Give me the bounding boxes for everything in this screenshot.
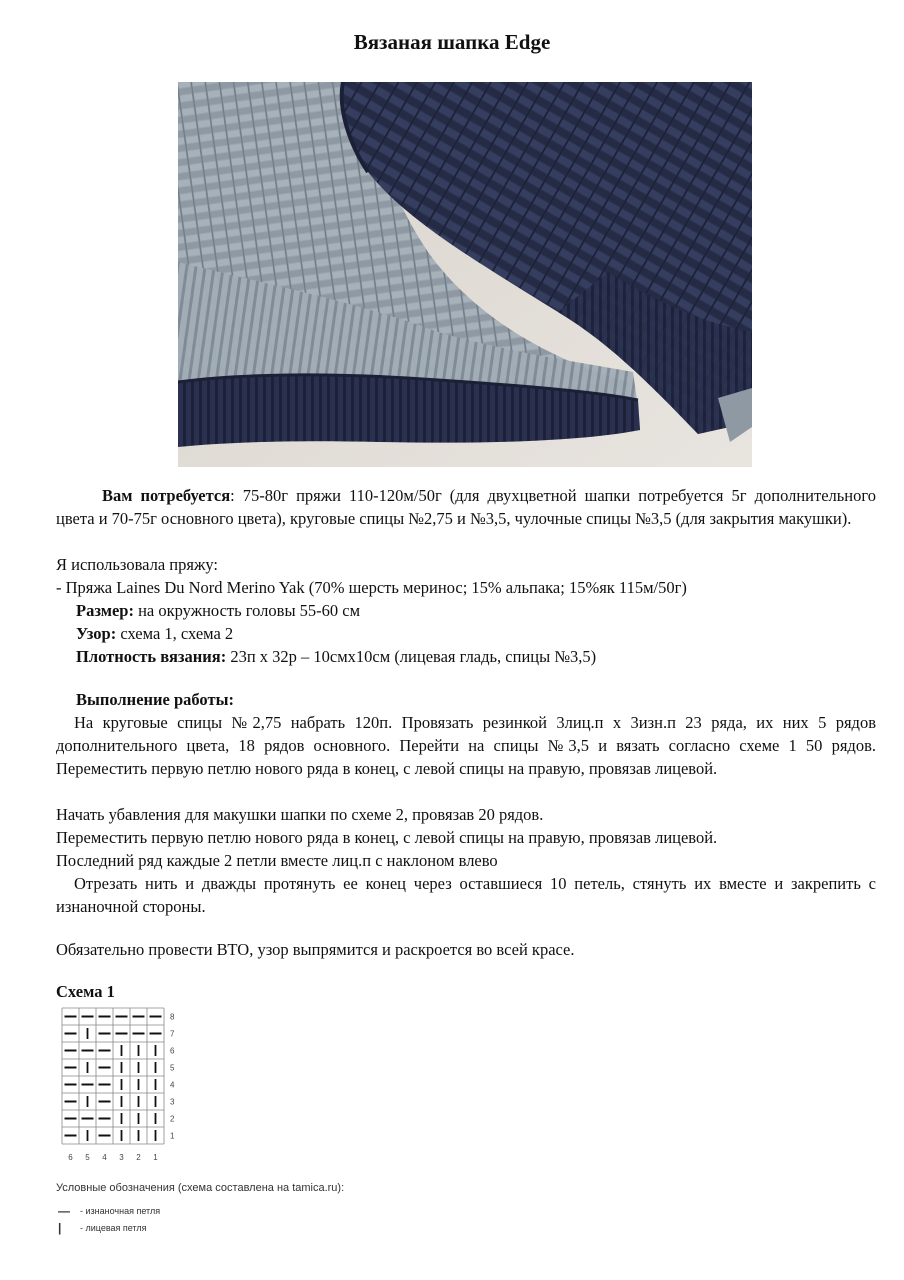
gauge-line bbox=[56, 645, 896, 668]
column-number-label: 3 bbox=[119, 1153, 124, 1162]
row-number-label: 4 bbox=[170, 1080, 175, 1090]
work-heading bbox=[56, 688, 896, 711]
knitted-hats-photo bbox=[178, 82, 752, 467]
wto-note: Обязательно провести ВТО, узор выпрямится и раскроется во всей красе. bbox=[56, 940, 575, 959]
work-paragraph-4: Последний ряд каждые 2 петли вместе лиц.п с наклоном влево bbox=[56, 851, 498, 870]
legend-item-purl bbox=[56, 1204, 160, 1218]
legend-item-knit bbox=[56, 1221, 147, 1235]
materials-label: Вам потребуется bbox=[102, 486, 231, 505]
row-number-label: 8 bbox=[170, 1012, 175, 1022]
work-paragraph-3: Переместить первую петлю нового ряда в конец, с левой спицы на правую, провязав лицевой. bbox=[56, 828, 718, 847]
gauge-value: 23п х 32р – 10смх10см (лицевая гладь, спицы №3,5) bbox=[226, 647, 597, 666]
column-number-label: 2 bbox=[136, 1153, 141, 1162]
column-number-label: 1 bbox=[153, 1153, 158, 1162]
legend-title: Условные обозначения (схема составлена на tamica.ru): bbox=[56, 1182, 345, 1194]
row-number-label: 6 bbox=[170, 1046, 175, 1056]
pattern-value: схема 1, схема 2 bbox=[116, 624, 234, 643]
row-number-label: 7 bbox=[170, 1029, 175, 1039]
row-number-label: 1 bbox=[170, 1131, 175, 1141]
column-number-label: 5 bbox=[85, 1153, 90, 1162]
work-paragraph-2: Начать убавления для макушки шапки по схеме 2, провязав 20 рядов. bbox=[56, 805, 544, 824]
page-title: Вязаная шапка Edge bbox=[353, 30, 551, 54]
pattern-label: Узор: bbox=[76, 624, 117, 643]
work-paragraph-1: На круговые спицы №2,75 набрать 120п. Провязать резинкой 3лиц.п х 3изн.п 23 ряда, их них 5 рядов дополнительного цвета, 18 рядов основного. Перейти на спицы №3,5 и вязать согласно схеме 1 50 рядов. Переместить первую петлю нового ряда в конец, с левой спицы на правую, провязав лицевой. bbox=[56, 713, 876, 778]
scheme-1-title: Схема 1 bbox=[56, 982, 115, 1001]
work-paragraph-5: Отрезать нить и дважды протянуть ее конец через оставшиеся 10 петель, стянуть их вместе и закрепить с изнаночной стороны. bbox=[56, 874, 876, 916]
legend-item-knit-label: - лицевая петля bbox=[80, 1223, 147, 1233]
work-heading-text: Выполнение работы: bbox=[76, 690, 234, 709]
row-number-label: 3 bbox=[170, 1097, 175, 1107]
column-number-label: 6 bbox=[68, 1153, 73, 1162]
purl-symbol-icon: — bbox=[58, 1204, 70, 1218]
yarn-intro: Я использовала пряжу: bbox=[56, 555, 218, 574]
gauge-label: Плотность вязания: bbox=[76, 647, 227, 666]
yarn-item: - Пряжа Laines Du Nord Merino Yak (70% шерсть меринос; 15% альпака; 15%як 115м/50г) bbox=[56, 578, 687, 597]
size-label: Размер: bbox=[76, 601, 134, 620]
legend-item-purl-label: - изнаночная петля bbox=[80, 1206, 161, 1216]
materials-text: : 75-80г пряжи 110-120м/50г (для двухцветной шапки потребуется 5г дополнительного цвета и 70-75г основного цвета), круговые спицы №2,75 и №3,5, чулочные спицы №3,5 (для закрытия макушки). bbox=[56, 486, 876, 528]
size-value: на окружность головы 55-60 см bbox=[133, 601, 361, 620]
scheme-1-chart bbox=[55, 1005, 195, 1167]
size-line bbox=[56, 599, 896, 622]
knit-symbol-icon: | bbox=[58, 1221, 62, 1235]
pattern-line bbox=[56, 622, 896, 645]
materials-paragraph bbox=[56, 484, 876, 530]
row-number-label: 5 bbox=[170, 1063, 175, 1073]
row-number-label: 2 bbox=[170, 1114, 175, 1124]
column-number-label: 4 bbox=[102, 1153, 107, 1162]
